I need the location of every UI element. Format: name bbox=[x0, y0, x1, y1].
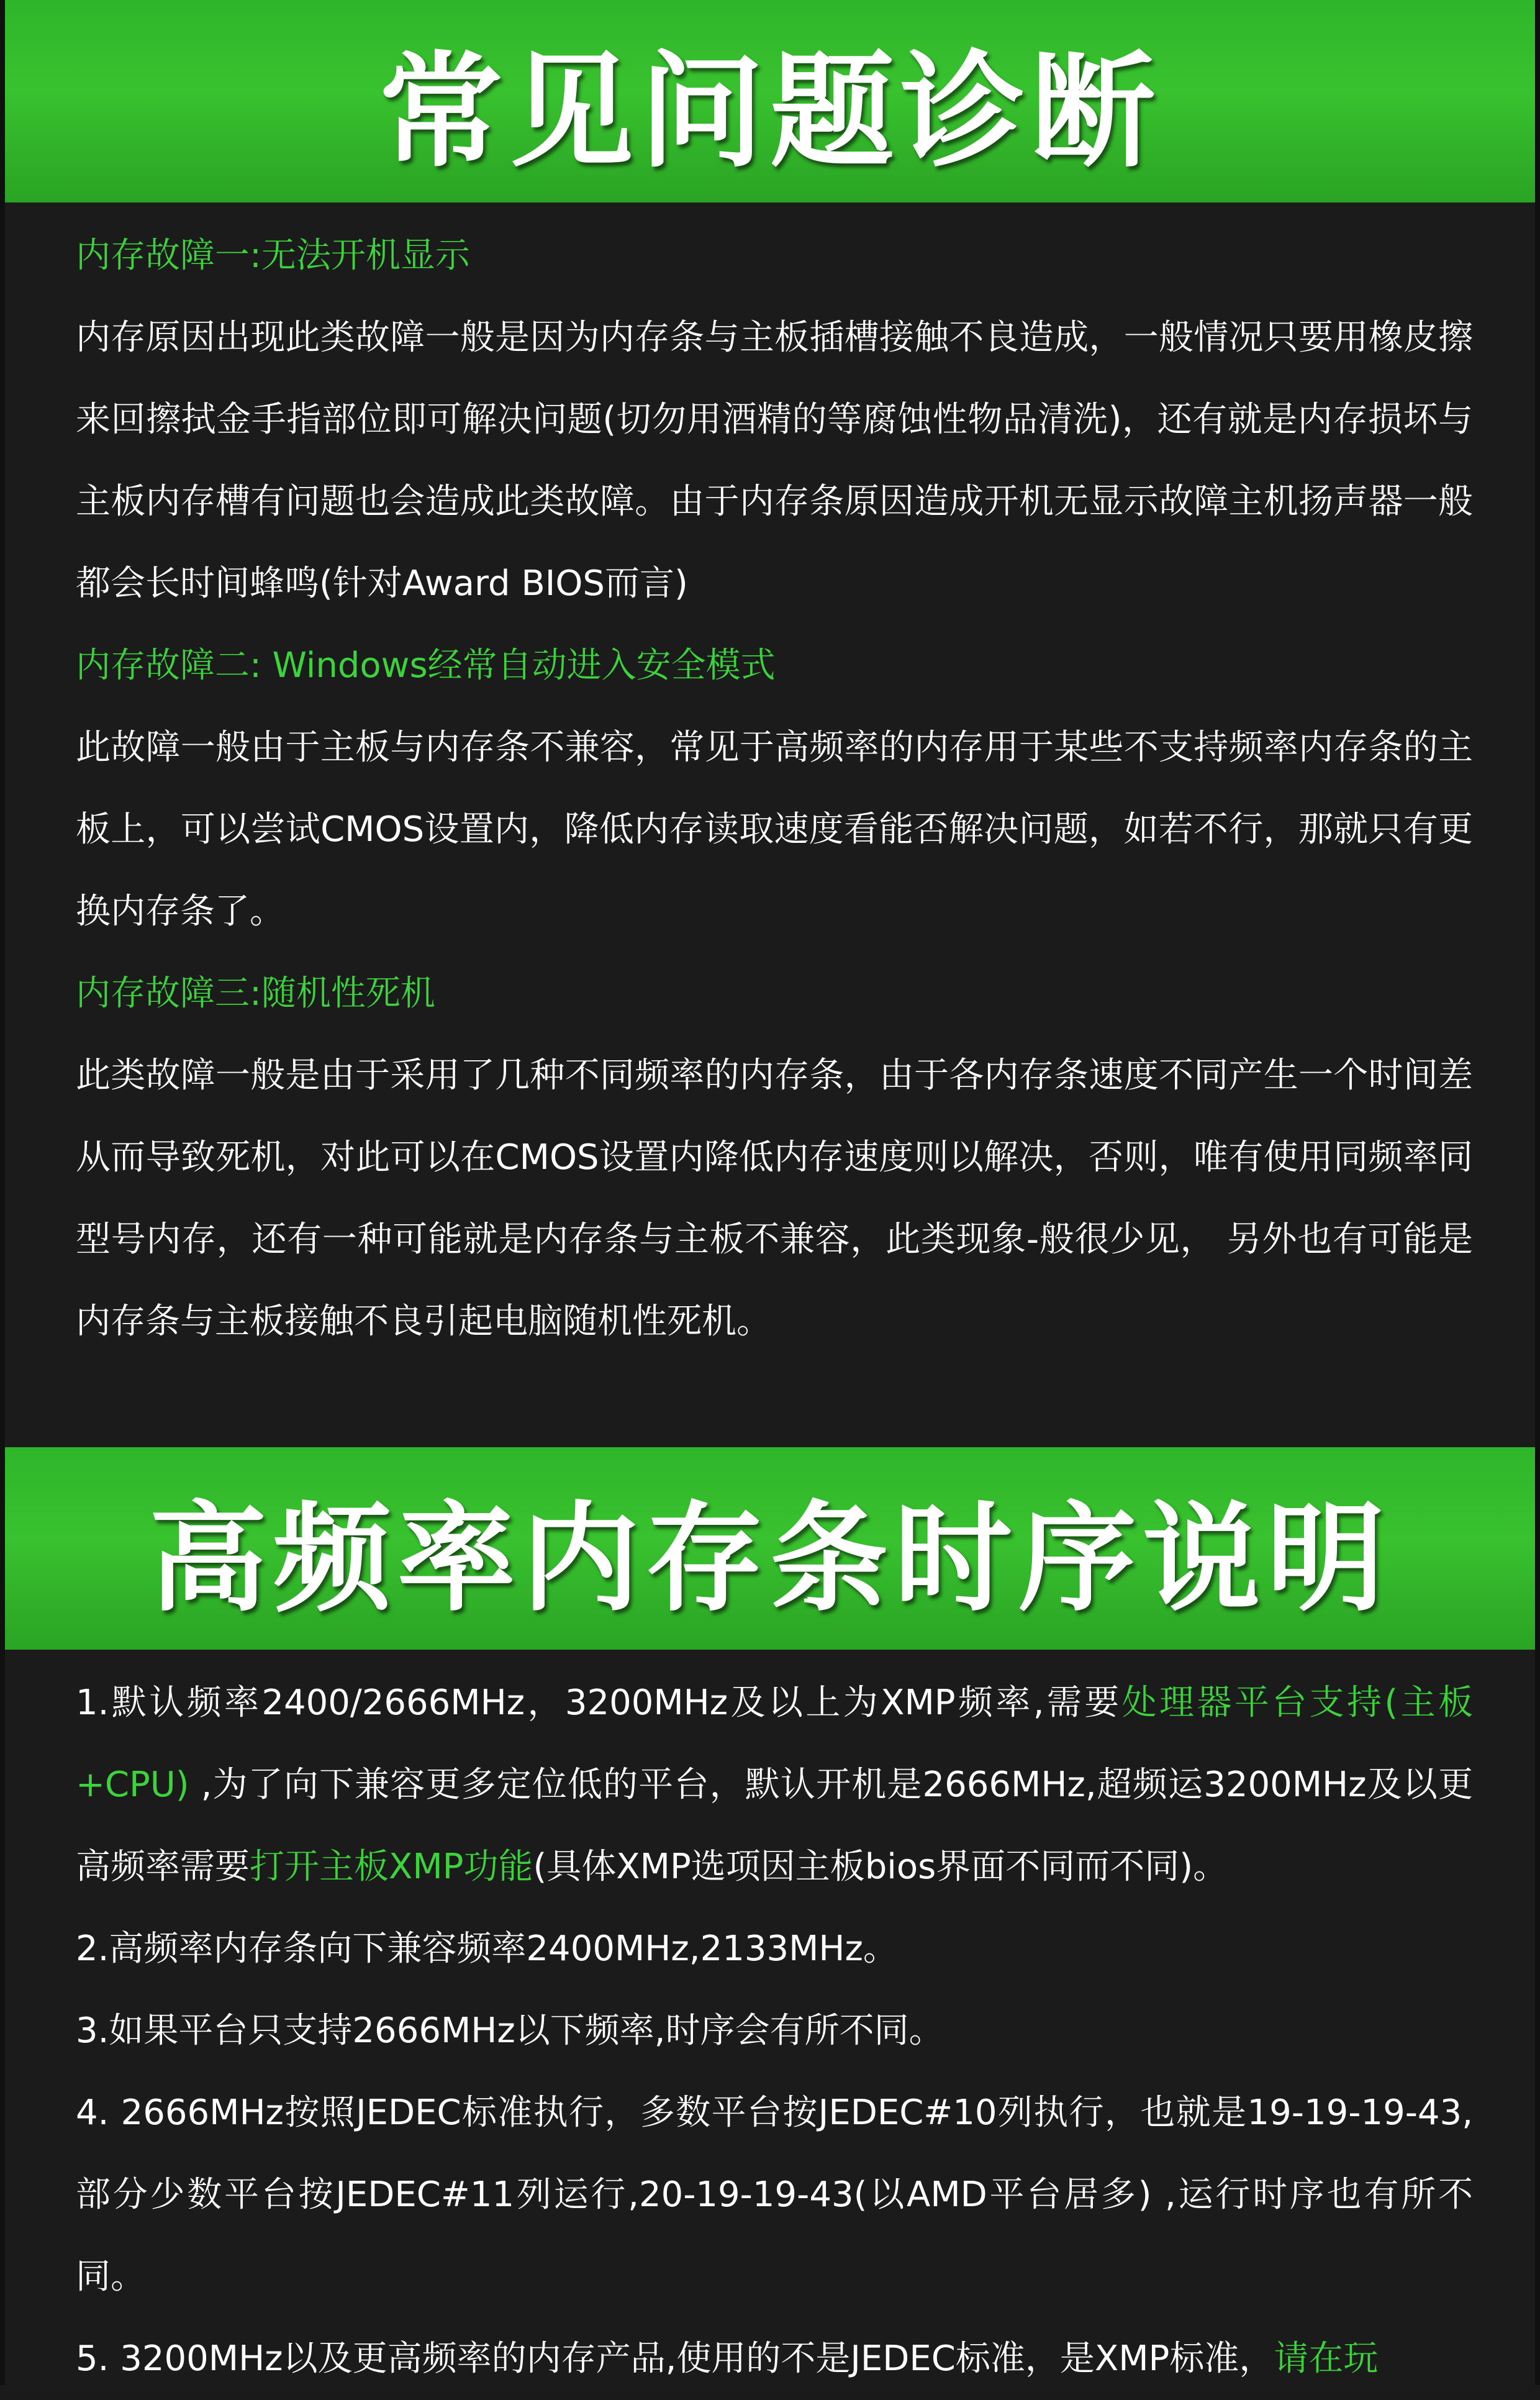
timing-item-1-text-c: (具体XMP选项因主板bios界面不同而不同)。 bbox=[533, 1847, 1228, 1887]
timing-item-1-highlight-xmp: 打开主板XMP功能 bbox=[250, 1847, 533, 1887]
diagnosis-title: 常见问题诊断 bbox=[378, 39, 1161, 184]
fault-1-body: 内存原因出现此类故障一般是因为内存条与主板插槽接触不良造成，一般情况只要用橡皮擦来回擦拭金手指部位即可解决问题(切勿用酒精的等腐蚀性物品清洗)，还有就是内存损坏与主板内存槽有问题也会造成此类故障。由于内存条原因造成开机无显示故障主机扬声器一般都会长时间蜂鸣(针对Award BIOS而言) bbox=[76, 317, 1473, 604]
fault-3-heading: 内存故障三:随机性死机 bbox=[76, 973, 435, 1014]
right-edge bbox=[1535, 0, 1540, 2385]
timing-section bbox=[76, 1662, 1473, 2400]
timing-item-1-text-b: ,为了向下兼容更多定位低的平台，默认开机是2666MHz,超频运3200MHz及以更高频率需要 bbox=[76, 1765, 1473, 1887]
timing-item-3: 3.如果平台只支持2666MHz以下频率,时序会有所不同。 bbox=[76, 2011, 944, 2051]
timing-item-1 bbox=[76, 1662, 1473, 1908]
timing-item-5 bbox=[76, 2318, 1473, 2400]
timing-title: 高频率内存条时序说明 bbox=[148, 1489, 1391, 1627]
fault-2-heading: 内存故障二: Windows经常自动进入安全模式 bbox=[76, 645, 776, 686]
diagnosis-section bbox=[76, 215, 1473, 1363]
fault-1-heading: 内存故障一:无法开机显示 bbox=[76, 235, 470, 276]
left-edge bbox=[0, 0, 5, 2385]
timing-item-1-highlight-platform: 处理器平台支持(主板+CPU) bbox=[76, 1683, 1473, 1805]
timing-item-4: 4. 2666MHz按照JEDEC标准执行，多数平台按JEDEC#10列执行，也就是19-19-19-43,部分少数平台按JEDEC#11列运行,20-19-19-43(以AMD平台居多) ,运行时序也有所不同。 bbox=[76, 2093, 1473, 2297]
timing-banner bbox=[5, 1447, 1535, 1650]
timing-item-1-text-a: 1.默认频率2400/2666MHz，3200MHz及以上为XMP频率,需要 bbox=[76, 1683, 1122, 1723]
diagnosis-banner bbox=[5, 0, 1535, 202]
timing-item-2: 2.高频率内存条向下兼容频率2400MHz,2133MHz。 bbox=[76, 1929, 898, 1969]
fault-3-body: 此类故障一般是由于采用了几种不同频率的内存条，由于各内存条速度不同产生一个时间差从而导致死机，对此可以在CMOS设置内降低内存速度则以解决，否则，唯有使用同频率同型号内存，还有一种可能就是内存条与主板不兼容，此类现象-般很少见， 另外也有可能是内存条与主板接触不良引起电脑随机性死机。 bbox=[76, 1055, 1473, 1342]
timing-item-5-text: 5. 3200MHz以及更高频率的内存产品,使用的不是JEDEC标准，是XMP标准， bbox=[76, 2339, 1274, 2379]
fault-2-body: 此故障一般由于主板与内存条不兼容，常见于高频率的内存用于某些不支持频率内存条的主板上，可以尝试CMOS设置内，降低内存读取速度看能否解决问题，如若不行，那就只有更换内存条了。 bbox=[76, 727, 1473, 932]
timing-item-5-highlight: 请在玩 bbox=[1274, 2339, 1379, 2379]
